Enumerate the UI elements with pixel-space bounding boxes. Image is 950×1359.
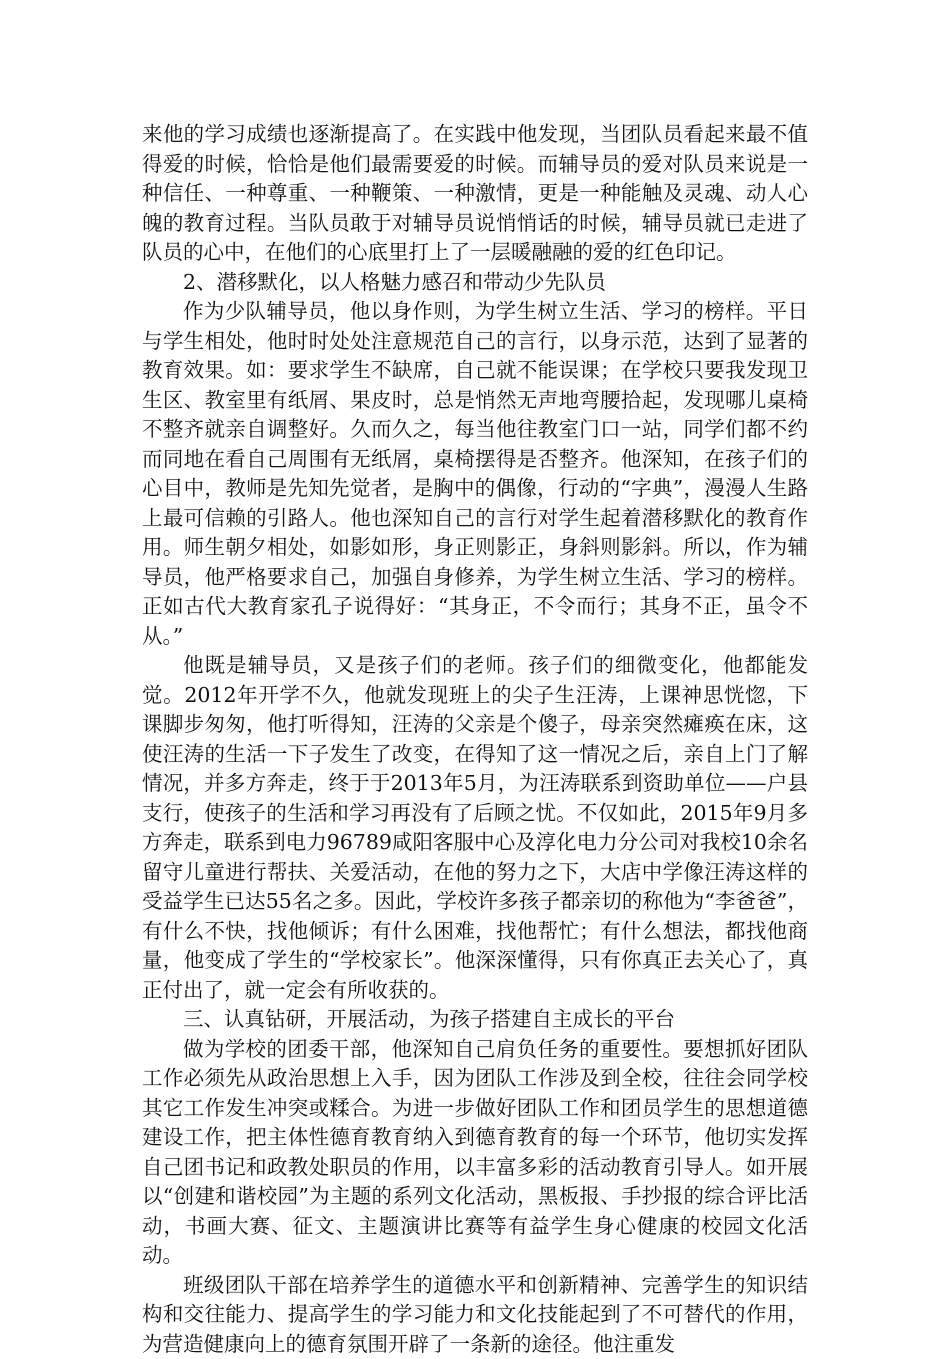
paragraph-class-cadres: 班级团队干部在培养学生的道德水平和创新精神、完善学生的知识结构和交往能力、提高学生的学习能力和文化技能起到了不可替代的作用，为营造健康向上的德育氛围开辟了一条新的途径。他注重发 (142, 1271, 808, 1359)
paragraph-role-model: 作为少队辅导员，他以身作则，为学生树立生活、学习的榜样。平日与学生相处，他时时处处注意规范自己的言行，以身示范，达到了显著的教育效果。如：要求学生不缺席，自己就不能误课；在学校只要我发现卫生区、教室里有纸屑、果皮时，总是悄然无声地弯腰拾起，发现哪儿桌椅不整齐就亲自调整好。久而久之，每当他往教室门口一站，同学们都不约而同地在看自己周围有无纸屑，桌椅摆得是否整齐。他深知，在孩子们的心目中，教师是先知先觉者，是胸中的偶像，行动的“字典”，漫漫人生路上最可信赖的引路人。他也深知自己的言行对学生起着潜移默化的教育作用。师生朝夕相处，如影如形，身正则影正，身斜则影斜。所以，作为辅导员，他严格要求自己，加强自身修养，为学生树立生活、学习的榜样。正如古代大教育家孔子说得好：“其身正，不令而行；其身不正，虽令不从。” (142, 297, 808, 651)
section-heading-2: 2、潜移默化，以人格魅力感召和带动少先队员 (142, 268, 808, 298)
section-heading-3: 三、认真钻研，开展活动，为孩子搭建自主成长的平台 (142, 1005, 808, 1035)
paragraph-wang-tao: 他既是辅导员，又是孩子们的老师。孩子们的细微变化，他都能发觉。2012年开学不久，他就发现班上的尖子生汪涛，上课神思恍惚，下课脚步匆匆，他打听得知，汪涛的父亲是个傻子，母亲突然瘫痪在床，这使汪涛的生活一下子发生了改变，在得知了这一情况之后，亲自上门了解情况，并多方奔走，终于于2013年5月，为汪涛联系到资助单位——户县支行，使孩子的生活和学习再没有了后顾之忧。不仅如此，2015年9月多方奔走，联系到电力96789咸阳客服中心及淳化电力分公司对我校10余名留守儿童进行帮扶、关爱活动，在他的努力之下，大店中学像汪涛这样的受益学生已达55名之多。因此，学校许多孩子都亲切的称他为“李爸爸”，有什么不快，找他倾诉；有什么困难，找他帮忙；有什么想法，都找他商量，他变成了学生的“学校家长”。他深深懂得，只有你真正去关心了，真正付出了，就一定会有所收获的。 (142, 651, 808, 1005)
document-page (142, 120, 808, 1359)
paragraph-continuation: 来他的学习成绩也逐渐提高了。在实践中他发现，当团队员看起来最不值得爱的时候，恰恰是他们最需要爱的时候。而辅导员的爱对队员来说是一种信任、一种尊重、一种鞭策、一种激情，更是一种能触及灵魂、动人心魄的教育过程。当队员敢于对辅导员说悄悄话的时候，辅导员就已走进了队员的心中，在他们的心底里打上了一层暖融融的爱的红色印记。 (142, 120, 808, 268)
paragraph-league-work: 做为学校的团委干部，他深知自己肩负任务的重要性。要想抓好团队工作必须先从政治思想上入手，因为团队工作涉及到全校，往往会同学校其它工作发生冲突或糅合。为进一步做好团队工作和团员学生的思想道德建设工作，把主体性德育教育纳入到德育教育的每一个环节，他切实发挥自己团书记和政教处职员的作用，以丰富多彩的活动教育引导人。如开展以“创建和谐校园”为主题的系列文化活动，黑板报、手抄报的综合评比活动，书画大赛、征文、主题演讲比赛等有益学生身心健康的校园文化活动。 (142, 1035, 808, 1271)
